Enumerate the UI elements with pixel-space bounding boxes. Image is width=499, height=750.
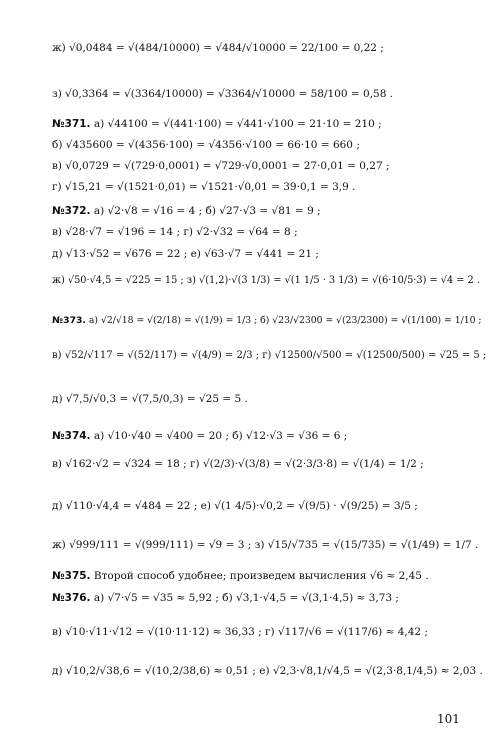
solution-text: а) √2·√8 = √16 = 4 ; б) √27·√3 = √81 = 9 ;	[90, 205, 321, 217]
solution-line-n371b	[52, 139, 360, 152]
solution-line-n371v	[52, 160, 390, 173]
solution-line-n376v	[52, 626, 428, 639]
solution-line-n372v	[52, 226, 298, 239]
solution-line-n374a	[52, 430, 347, 443]
solution-text: а) √2/√18 = √(2/18) = √(1/9) = 1/3 ; б) √23/√2300 = √(23/2300) = √(1/100) = 1/10 ;	[85, 315, 482, 326]
solution-line-n371g	[52, 181, 356, 194]
solution-text: Второй способ удобнее; произведем вычисления √6 ≈ 2,45 .	[90, 570, 429, 582]
solution-line-n373d	[52, 393, 248, 406]
solution-text: г) √15,21 = √(1521·0,01) = √1521·√0,01 = 39·0,1 = 3,9 .	[52, 181, 356, 193]
exercise-number: №375.	[52, 570, 91, 582]
solution-text: ж) √0,0484 = √(484/10000) = √484/√10000 = 22/100 = 0,22 ;	[52, 42, 384, 54]
solution-text: а) √44100 = √(441·100) = √441·√100 = 21·10 = 210 ;	[90, 118, 382, 130]
solution-text: ж) √999/111 = √(999/111) = √9 = 3 ; з) √15/√735 = √(15/735) = √(1/49) = 1/7 .	[52, 539, 479, 551]
solution-line-n376a	[52, 592, 399, 605]
exercise-number: №373.	[52, 315, 86, 326]
solution-text: д) √110·√4,4 = √484 = 22 ; е) √(1 4/5)·√0,2 = √(9/5) · √(9/25) = 3/5 ;	[52, 500, 418, 512]
solution-text: з) √0,3364 = √(3364/10000) = √3364/√10000 = 58/100 = 0,58 .	[52, 88, 394, 100]
solution-line-z	[52, 88, 393, 101]
exercise-number: №371.	[52, 118, 91, 130]
solution-line-n373v	[52, 350, 486, 362]
exercise-number: №372.	[52, 205, 91, 217]
exercise-number: №374.	[52, 430, 91, 442]
solution-line-n375	[52, 570, 429, 583]
solution-text: в) √52/√117 = √(52/117) = √(4/9) = 2/3 ; г) √12500/√500 = √(12500/500) = √25 = 5 ;	[52, 350, 487, 361]
solution-line-n372zh	[52, 275, 480, 287]
solution-text: ж) √50·√4,5 = √225 = 15 ; з) √(1,2)·√(3 1/3) = √(1 1/5 · 3 1/3) = √(6·10/5·3) = √4 = 2 .	[52, 275, 480, 286]
solution-line-n371a	[52, 118, 382, 131]
solution-text: а) √10·√40 = √400 = 20 ; б) √12·√3 = √36 = 6 ;	[90, 430, 348, 442]
solution-text: в) √28·√7 = √196 = 14 ; г) √2·√32 = √64 = 8 ;	[52, 226, 298, 238]
exercise-number: №376.	[52, 592, 91, 604]
solution-text: а) √7·√5 = √35 ≈ 5,92 ; б) √3,1·√4,5 = √(3,1·4,5) ≈ 3,73 ;	[90, 592, 399, 604]
solution-line-zh	[52, 42, 384, 55]
solution-line-n372d	[52, 248, 319, 261]
solution-text: в) √162·√2 = √324 = 18 ; г) √(2/3)·√(3/8) = √(2·3/3·8) = √(1/4) = 1/2 ;	[52, 458, 424, 470]
solution-line-n374v	[52, 458, 424, 471]
solution-line-n373a	[52, 315, 482, 326]
page-number: 101	[437, 712, 460, 726]
solution-line-n376d	[52, 665, 483, 678]
solution-line-n372a	[52, 205, 321, 218]
solution-text: д) √13·√52 = √676 = 22 ; е) √63·√7 = √441 = 21 ;	[52, 248, 319, 260]
solution-text: д) √10,2/√38,6 = √(10,2/38,6) ≈ 0,51 ; е) √2,3·√8,1/√4,5 = √(2,3·8,1/4,5) ≈ 2,03 .	[52, 665, 483, 677]
solution-text: б) √435600 = √(4356·100) = √4356·√100 = 66·10 = 660 ;	[52, 139, 360, 151]
solution-text: в) √0,0729 = √(729·0,0001) = √729·√0,0001 = 27·0,01 = 0,27 ;	[52, 160, 390, 172]
solution-text: д) √7,5/√0,3 = √(7,5/0,3) = √25 = 5 .	[52, 393, 248, 405]
solution-text: в) √10·√11·√12 = √(10·11·12) ≈ 36,33 ; г) √117/√6 = √(117/6) ≈ 4,42 ;	[52, 626, 428, 638]
solution-line-n374d	[52, 500, 418, 513]
solution-line-n374zh	[52, 539, 478, 552]
